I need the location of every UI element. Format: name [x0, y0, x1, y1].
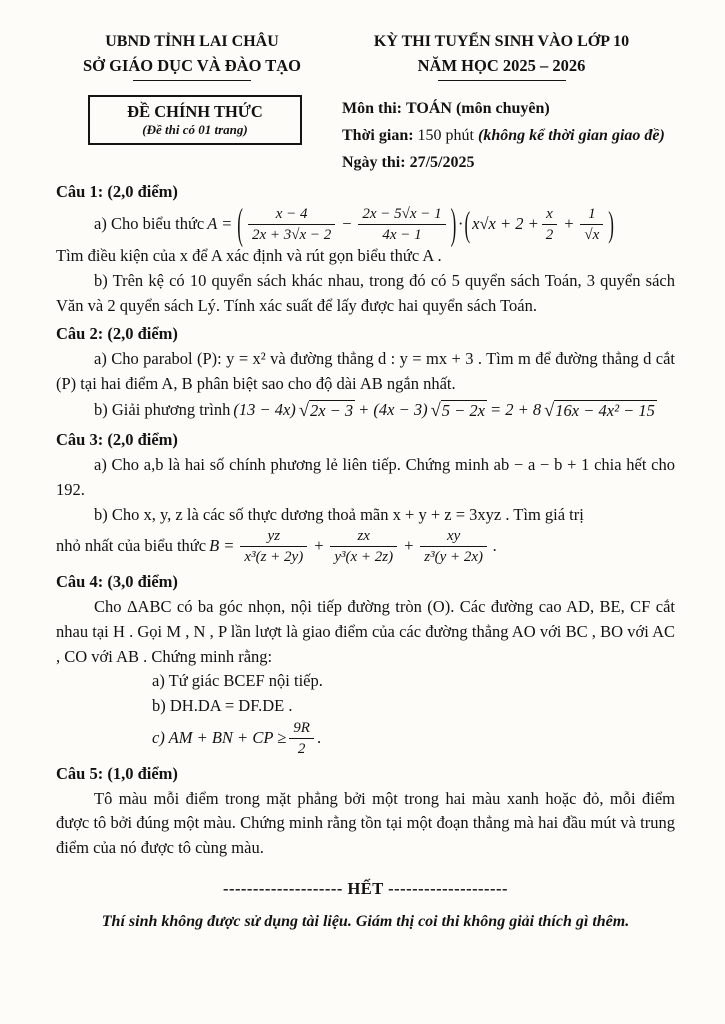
period: . [493, 536, 498, 556]
date-line [342, 149, 675, 176]
official-box-column [56, 95, 328, 177]
time-value: 150 phút [417, 126, 474, 144]
time-line [342, 122, 675, 149]
cau2-title: Câu 2: (2,0 điểm) [56, 324, 178, 344]
org-name-line1: UBND TỈNH LAI CHÂU [105, 33, 279, 50]
cau4-item-b: b) DH.DA = DF.DE . [152, 696, 293, 716]
fraction-9r-2: $\frac{9R}{2}$ [289, 719, 314, 758]
period: . [316, 727, 322, 747]
cau3-b-lhs: B = [209, 536, 235, 556]
cau1-term1: x√x + 2 + [472, 214, 539, 234]
exam-title-line1: KỲ THI TUYỂN SINH VÀO LỚP 10 [373, 33, 630, 50]
cau2-b-intro: b) Giải phương trình [94, 400, 231, 420]
cau5-text: Tô màu mỗi điểm trong mặt phẳng bởi một trong hai màu xanh hoặc đỏ, mỗi điểm được tô bởi đúng một màu. Chứng minh rằng tồn tại một đoạn thẳng mà hai đầu mút và trung điểm của nó được tô cùng màu. [56, 788, 675, 858]
official-box-subtitle: (Đề thi có 01 trang) [142, 122, 248, 138]
cau2-b-term1: (13 − 4x) [233, 400, 296, 420]
cau4-item-c [152, 719, 675, 758]
subject-line [342, 95, 675, 122]
header-left [56, 30, 328, 81]
official-exam-box [88, 95, 302, 146]
cau2-b-term2: + (4x − 3) [358, 400, 428, 420]
cau2-b-equation [94, 397, 675, 425]
end-marker: -------------------- HẾT -------------------- [222, 878, 509, 898]
header [56, 30, 675, 81]
fraction-4: $\frac{1}{√x}$ [580, 205, 603, 244]
right-paren: ) [608, 204, 614, 244]
cau1-b-text: b) Trên kệ có 10 quyển sách khác nhau, trong đó có 5 quyển sách Toán, 3 quyển sách Văn và 2 quyển sách Lý. Tính xác suất để lấy được hai quyển sách Toán. [56, 270, 675, 315]
left-paren: ( [237, 199, 243, 249]
dot-operator: · [458, 214, 463, 234]
exam-title-line2: NĂM HỌC 2025 – 2026 [417, 56, 586, 75]
cau5-title: Câu 5: (1,0 điểm) [56, 763, 178, 783]
right-paren: ) [450, 199, 457, 249]
sqrt-radical-3: √ 16x − 4x² − 15 [544, 397, 657, 425]
plus-operator: + [403, 536, 415, 556]
time-note: (không kể thời gian giao đề) [478, 126, 665, 144]
time-label: Thời gian: [342, 126, 414, 144]
fraction-3: $\frac{x}{2}$ [542, 205, 558, 244]
cau1-formula [94, 199, 675, 249]
plus-operator: + [313, 536, 325, 556]
cau3-b-formula [56, 527, 675, 566]
fraction-2: $\frac{2x - 5√x - 1}{4x - 1}$ [358, 205, 445, 244]
date-label: Ngày thi: [342, 154, 406, 172]
cau3-title: Câu 3: (2,0 điểm) [56, 430, 178, 450]
cau4-intro: Cho ΔABC có ba góc nhọn, nội tiếp đường tròn (O). Các đường cao AD, BE, CF cắt nhau tại H . Gọi M , N , P lần lượt là giao điểm của các đường thẳng AO với BC , BO với AC , CO với AB . Chứng minh rằng: [56, 597, 675, 666]
cau1-a-intro: a) Cho biểu thức [94, 214, 205, 234]
fraction-3: $\frac{xy}{\text{z³(y + 2x)}}$ [420, 527, 487, 566]
exam-meta [328, 95, 675, 177]
cau4-title: Câu 4: (3,0 điểm) [56, 572, 178, 592]
subject-label: Môn thi: [342, 99, 402, 117]
cau2-a-text: a) Cho parabol (P): y = x² và đường thẳng d : y = mx + 3 . Tìm m để đường thẳng d cắt (P) tại hai điểm A, B phân biệt sao cho độ dài AB ngắn nhất. [56, 349, 675, 393]
cau4-c-inequality: c) AM + BN + CP ≥ [152, 727, 287, 747]
subject-value: TOÁN (môn chuyên) [406, 99, 550, 117]
org-name-line2: SỞ GIÁO DỤC VÀ ĐÀO TẠO [82, 56, 302, 75]
cau2-b-term3: = 2 + 8 [490, 400, 542, 420]
left-paren: ( [464, 204, 471, 244]
cau4-item-a: a) Tứ giác BCEF nội tiếp. [152, 671, 323, 691]
fraction-1: $\frac{x - 4}{2x + 3√x - 2}$ [248, 205, 335, 244]
sqrt-radical-1: √ 2x − 3 [299, 397, 355, 425]
sqrt-radical-2: √ 5 − 2x [431, 397, 487, 425]
cau1-a-lhs: A = [207, 214, 233, 234]
cau1-title: Câu 1: (2,0 điểm) [56, 182, 178, 202]
plus-operator: + [563, 214, 575, 234]
cau3-b-line1: b) Cho x, y, z là các số thực dương thoả mãn x + y + z = 3xyz . Tìm giá trị [94, 504, 584, 524]
minus-operator: − [341, 214, 353, 234]
date-value: 27/5/2025 [409, 154, 475, 172]
cau3-b-line2: nhỏ nhất của biểu thức [56, 536, 207, 556]
cau3-a-text: a) Cho a,b là hai số chính phương lẻ liên tiếp. Chứng minh ab − a − b + 1 chia hết cho 192. [56, 455, 675, 499]
org-underline [133, 80, 251, 81]
exam-underline [438, 80, 566, 81]
header-right [328, 30, 675, 81]
fraction-1: $\frac{yz}{\text{x³(z + 2y)}}$ [240, 527, 307, 566]
footer-note: Thí sinh không được sử dụng tài liệu. Giám thị coi thi không giải thích gì thêm. [101, 912, 630, 930]
official-box-title: ĐỀ CHÍNH THỨC [127, 101, 263, 121]
cau1-a-outro: Tìm điều kiện của x để A xác định và rút gọn biểu thức A . [56, 246, 442, 266]
fraction-2: $\frac{zx}{\text{y³(x + 2z)}}$ [330, 527, 397, 566]
subheader [56, 95, 675, 177]
